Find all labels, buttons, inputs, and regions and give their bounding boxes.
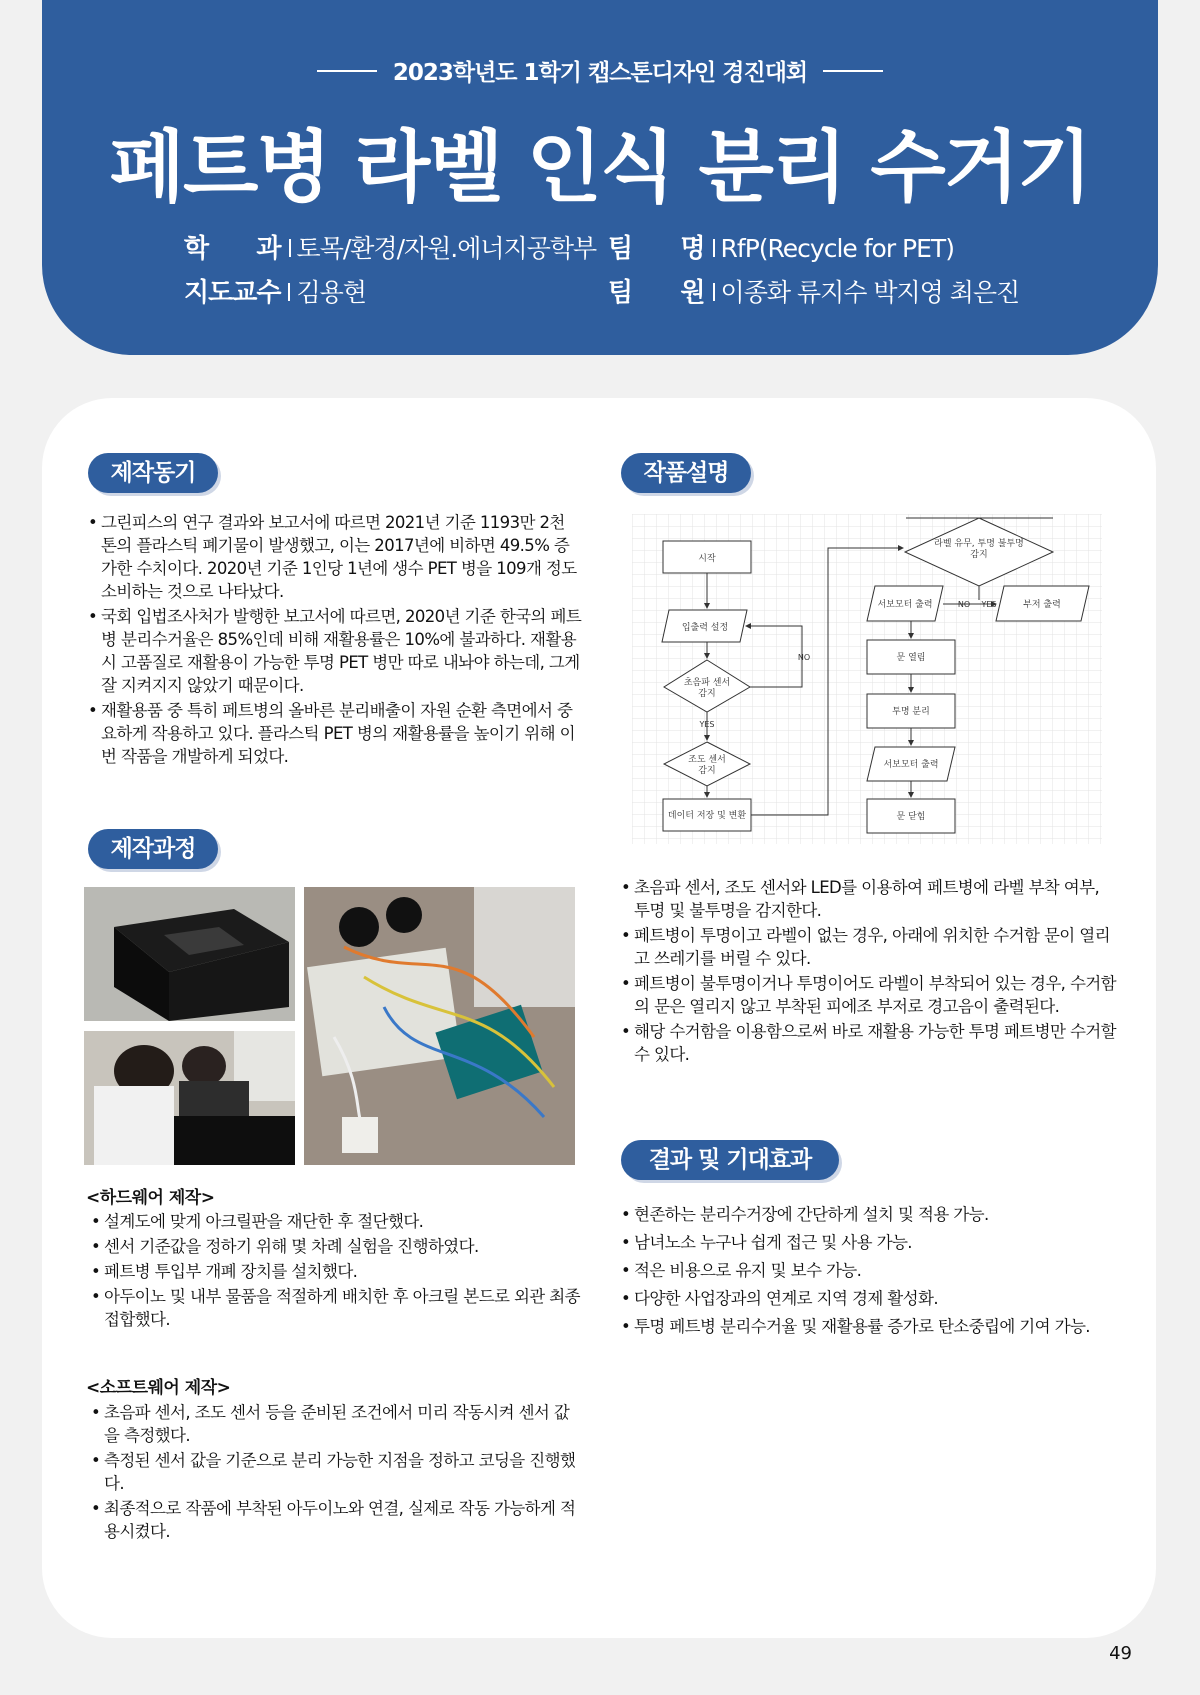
member-value: 이종화 류지수 박지영 최은진 xyxy=(720,278,1020,307)
bullet-item: • 국회 입법조사처가 발행한 보고서에 따르면, 2020년 기준 한국의 페트병 분리수거율은 85%인데 비해 재활용률은 10%에 불과하다. 재활용 시 고품질로 재활용이 가능한 투명 PET 병만 따로 내놔야 하는데, 그게 잘 지켜지지 않았기 때문이다. xyxy=(88,605,584,697)
bullet-item: • 다양한 사업장과의 연계로 지역 경제 활성화. xyxy=(621,1287,1116,1310)
subtitle-line-left xyxy=(317,70,377,72)
flow-ultrasonic-1: 초음파 센서 xyxy=(683,678,731,688)
separator xyxy=(289,239,291,257)
separator xyxy=(288,283,290,301)
photo-acrylic-box xyxy=(84,887,295,1021)
dept-info xyxy=(184,228,596,265)
subtitle-line-right xyxy=(823,70,883,72)
description-bullets xyxy=(621,876,1116,1068)
bullet-item: • 설계도에 맞게 아크릴판을 재단한 후 절단했다. xyxy=(91,1210,584,1233)
flow-yes2: YES xyxy=(981,600,997,609)
flow-no2: NO xyxy=(957,600,971,609)
bullet-item: • 페트병 투입부 개폐 장치를 설치했다. xyxy=(91,1260,584,1283)
bullet-item: • 초음파 센서, 조도 센서와 LED를 이용하여 페트병에 라벨 부착 여부, 투명 및 불투명을 감지한다. xyxy=(621,876,1116,922)
motivation-bullets xyxy=(88,511,584,770)
software-bullets xyxy=(91,1401,584,1545)
flow-no: NO xyxy=(797,653,811,662)
bullet-item: • 측정된 센서 값을 기준으로 분리 가능한 지점을 정하고 코딩을 진행했다. xyxy=(91,1449,584,1495)
subtitle-row xyxy=(42,54,1158,87)
prof-value: 김용현 xyxy=(296,278,366,307)
team-info xyxy=(608,228,954,265)
hardware-bullets xyxy=(91,1210,584,1333)
bullet-item: • 페트병이 투명이고 라벨이 없는 경우, 아래에 위치한 수거함 문이 열리고 쓰레기를 버릴 수 있다. xyxy=(621,924,1116,970)
bullet-item: • 센서 기준값을 정하기 위해 몇 차례 실험을 진행하였다. xyxy=(91,1235,584,1258)
section-results-title: 결과 및 기대효과 xyxy=(621,1140,839,1180)
bullet-item: • 페트병이 불투명이거나 투명이어도 라벨이 부착되어 있는 경우, 수거함의 문은 열리지 않고 부착된 피에조 부저로 경고음이 출력된다. xyxy=(621,972,1116,1018)
flow-door-close: 문 닫힘 xyxy=(896,812,926,822)
flow-io-setup: 입출력 설정 xyxy=(681,623,729,633)
software-subtitle: <소프트웨어 제작> xyxy=(86,1378,231,1398)
flow-start: 시작 xyxy=(698,554,716,564)
event-subtitle: 2023학년도 1학기 캡스톤디자인 경진대회 xyxy=(392,60,808,86)
dept-value: 토목/환경/자원.에너지공학부 xyxy=(296,234,597,263)
team-label: 팀 명 xyxy=(608,234,705,264)
hardware-subtitle: <하드웨어 제작> xyxy=(86,1188,215,1208)
separator xyxy=(713,283,715,301)
prof-info xyxy=(184,272,366,309)
dept-label: 학 과 xyxy=(184,234,281,264)
member-info xyxy=(608,272,1019,309)
photo-arduino-circuit xyxy=(304,887,575,1165)
prof-label: 지도교수 xyxy=(184,278,281,308)
flow-light-2: 감지 xyxy=(698,766,716,776)
flow-label-1: 라벨 유무, 투명 불투명 xyxy=(934,539,1024,549)
results-bullets xyxy=(621,1203,1116,1343)
bullet-item: • 초음파 센서, 조도 센서 등을 준비된 조건에서 미리 작동시켜 센서 값을 측정했다. xyxy=(91,1401,584,1447)
bullet-item: • 그린피스의 연구 결과와 보고서에 따르면 2021년 기준 1193만 2천 톤의 플라스틱 폐기물이 발생했고, 이는 2017년에 비하면 49.5% 증가한 수치이다. 2020년 기준 1인당 1년에 생수 PET 병을 109개 정도 소비하는 것으로 나타났다. xyxy=(88,511,584,603)
flow-yes: YES xyxy=(699,720,715,729)
section-motivation-title: 제작동기 xyxy=(88,453,218,493)
bullet-item: • 아두이노 및 내부 물품을 적절하게 배치한 후 아크릴 본드로 외관 최종 접합했다. xyxy=(91,1285,584,1331)
page-number: 49 xyxy=(1109,1643,1132,1664)
flow-servo-out2: 서보모터 출력 xyxy=(883,760,939,770)
bullet-item: • 재활용품 중 특히 페트병의 올바른 분리배출이 자원 순환 측면에서 중요하게 작용하고 있다. 플라스틱 PET 병의 재활용률을 높이기 위해 이번 작품을 개발하게 되었다. xyxy=(88,699,584,768)
flow-ultrasonic-2: 감지 xyxy=(698,689,716,699)
flow-servo-out: 서보모터 출력 xyxy=(877,600,933,610)
bullet-item: • 해당 수거함을 이용함으로써 바로 재활용 가능한 투명 페트병만 수거할 수 있다. xyxy=(621,1020,1116,1066)
flow-label-2: 감지 xyxy=(970,550,988,560)
flow-buzzer: 부저 출력 xyxy=(1023,600,1061,610)
section-description-title: 작품설명 xyxy=(621,453,751,493)
flow-door-open: 문 열림 xyxy=(896,653,926,663)
member-label: 팀 원 xyxy=(608,278,705,308)
bullet-item: • 투명 페트병 분리수거율 및 재활용률 증가로 탄소중립에 기여 가능. xyxy=(621,1315,1116,1338)
flow-separate: 투명 분리 xyxy=(892,707,930,717)
photo-team-work xyxy=(84,1031,295,1165)
separator xyxy=(713,239,715,257)
team-value: RfP(Recycle for PET) xyxy=(720,234,954,263)
bullet-item: • 적은 비용으로 유지 및 보수 가능. xyxy=(621,1259,1116,1282)
page-title: 페트병 라벨 인식 분리 수거기 xyxy=(109,123,1091,213)
bullet-item: • 남녀노소 누구나 쉽게 접근 및 사용 가능. xyxy=(621,1231,1116,1254)
flow-light-1: 조도 센서 xyxy=(688,755,726,765)
header-banner xyxy=(42,0,1158,355)
bullet-item: • 최종적으로 작품에 부착된 아두이노와 연결, 실제로 작동 가능하게 적용시켰다. xyxy=(91,1497,584,1543)
flow-store: 데이터 저장 및 변환 xyxy=(667,811,747,821)
flowchart xyxy=(632,514,1102,844)
section-process-title: 제작과정 xyxy=(88,829,218,869)
bullet-item: • 현존하는 분리수거장에 간단하게 설치 및 적용 가능. xyxy=(621,1203,1116,1226)
